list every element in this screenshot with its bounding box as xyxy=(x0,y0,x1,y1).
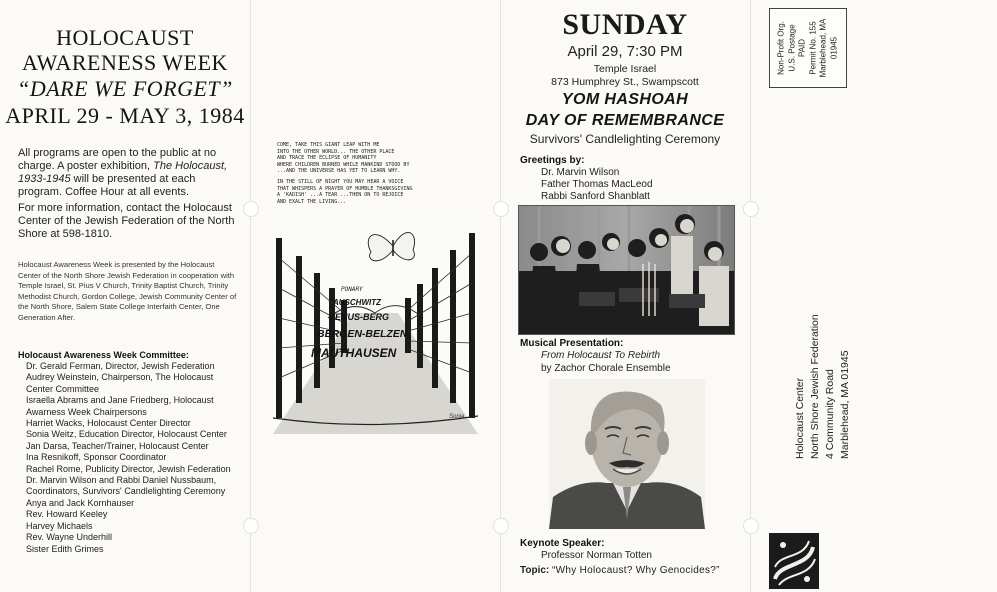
indicia-line: Non-Profit Org. xyxy=(776,21,786,75)
punch-hole xyxy=(743,518,759,534)
indicia-line: 01945 xyxy=(829,36,838,60)
committee-list xyxy=(26,361,241,555)
postage-indicia xyxy=(769,8,847,88)
event-subtitle: DAY OF REMEMBRANCE xyxy=(525,112,725,129)
poem-line: A 'KADISH' ...A TEAR ...THEN ON TO REJOICE xyxy=(277,192,404,199)
topic-label: Topic: xyxy=(520,565,550,576)
camp-name: BERGEN-BELZEN xyxy=(317,328,408,340)
committee-member: Harvey Michaels xyxy=(26,520,93,531)
committee-member: Harriet Wacks, Holocaust Center Director xyxy=(26,418,191,429)
greeter: Father Thomas MacLeod xyxy=(541,179,653,190)
poem xyxy=(277,142,487,205)
return-address-line: Marblehead, MA 01945 xyxy=(839,350,851,459)
committee-member: Israella Abrams and Jane Friedberg, Holocaust Awarness Week Chairpersons xyxy=(26,395,214,417)
musical-performer: by Zachor Chorale Ensemble xyxy=(541,363,671,374)
camp-name: PONARY xyxy=(341,286,363,293)
artist-signature: Sonia xyxy=(449,414,465,420)
poem-line: IN THE STILL OF NIGHT YOU MAY HEAR A VOICE xyxy=(277,178,404,185)
event-datetime: April 29, 7:30 PM xyxy=(567,43,683,60)
committee-member: Dr. Gerald Ferman, Director, Jewish Federation xyxy=(26,361,215,371)
title-line-1: HOLOCAUST xyxy=(56,25,194,50)
punch-hole xyxy=(743,201,759,217)
intro-text-end: will be presented at each program. Coffee Hour at all events. xyxy=(18,173,196,198)
musical-title: From Holocaust To Rebirth xyxy=(541,350,661,361)
committee-member: Anya and Jack Kornhauser xyxy=(26,497,135,508)
committee-member: Dr. Marvin Wilson and Rabbi Daniel Nussbaum, Coordinators, Survivors' Candlelighting Ceremony xyxy=(26,475,226,497)
left-panel xyxy=(0,0,250,592)
topic-line xyxy=(520,565,720,576)
federation-logo-mark xyxy=(769,533,819,589)
fold-line xyxy=(250,0,251,592)
committee-member: Sister Edith Grimes xyxy=(26,543,104,554)
committee-member: Rachel Rome, Publicity Director, Jewish Federation xyxy=(26,463,231,474)
indicia-line: U.S. Postage xyxy=(787,24,796,72)
venue-name: Temple Israel xyxy=(593,63,657,75)
poem-line: ...AND THE UNIVERSE HAS YET TO LEARN WHY. xyxy=(277,168,401,175)
choir-photo xyxy=(518,205,735,335)
speaker-photo xyxy=(549,379,705,529)
sponsors-paragraph: Holocaust Awareness Week is presented by the Holocaust Center of the North Shore Jewish Federation in cooperation with Temple Israel, St. Pius V Church, Trinity Baptist Church, Trinity Methodist Church, Gordon College, Jewish Community Center of the North Shore, Salem State College Interfaith Center, One Generation After. xyxy=(18,260,237,322)
committee-member: Jan Darsa, Teacher/Trainer, Holocaust Center xyxy=(26,440,209,451)
speaker-photo-image xyxy=(549,379,705,529)
return-address-line: North Shore Jewish Federation xyxy=(809,314,821,459)
committee-member: Rev. Wayne Underhill xyxy=(26,532,113,543)
contact-paragraph: For more information, contact the Holocaust Center of the Jewish Federation of the North Shore at 598-1810. xyxy=(18,202,235,240)
punch-hole xyxy=(493,518,509,534)
greeter: Rabbi Sanford Shanblatt xyxy=(541,191,650,202)
camp-drawing xyxy=(273,218,478,434)
poem-line: AND EXALT THE LIVING... xyxy=(277,198,347,205)
indicia-line: Marblehead, MA xyxy=(818,18,828,78)
camp-name: VENUS-BERG xyxy=(329,312,390,322)
camp-name: MAUTHAUSEN xyxy=(311,346,397,360)
keynote-label: Keynote Speaker: xyxy=(520,538,605,549)
choir-photo-image xyxy=(519,206,734,334)
barbed-wire-illustration xyxy=(273,218,478,434)
keynote-speaker: Professor Norman Totten xyxy=(541,550,652,561)
subtitle: “DARE WE FORGET” xyxy=(17,76,233,101)
day-heading: SUNDAY xyxy=(562,8,688,41)
poem-line: COME, TAKE THIS GIANT LEAP WITH ME xyxy=(277,142,380,148)
fold-line xyxy=(750,0,751,592)
poem-line: INTO THE OTHER WORLD... THE OTHER PLACE xyxy=(277,148,395,155)
intro-text: All programs are open to the public at no charge. A poster exhibition, xyxy=(18,147,217,172)
fold-line xyxy=(500,0,501,592)
committee-member: Audrey Weinstein, Chairperson, The Holocaust Center Committee xyxy=(26,372,214,394)
return-address xyxy=(793,314,853,459)
poem-line: THAT WHISPERS A PRAYER OF HUMBLE THANKSGIVING xyxy=(277,185,413,192)
exhibition-title: The Holocaust, 1933-1945 xyxy=(18,160,228,185)
federation-logo xyxy=(769,533,819,589)
committee-member: Rev. Howard Keeley xyxy=(26,509,108,520)
return-address-line: 4 Community Road xyxy=(824,369,836,459)
return-address-line: Holocaust Center xyxy=(794,377,806,459)
venue-address: 873 Humphrey St., Swampscott xyxy=(551,76,699,88)
committee-title: Holocaust Awareness Week Committee: xyxy=(18,350,189,360)
camp-name: AUSCHWITZ xyxy=(333,298,381,307)
title-line-2: AWARENESS WEEK xyxy=(22,50,228,75)
indicia-line: Permit No. 155 xyxy=(808,21,817,75)
greeter: Dr. Marvin Wilson xyxy=(541,167,620,178)
greetings-label: Greetings by: xyxy=(520,155,585,166)
event-dates: APRIL 29 - MAY 3, 1984 xyxy=(5,103,245,128)
indicia-text xyxy=(777,19,840,78)
committee-member: Ina Resnikoff, Sponsor Coordinator xyxy=(26,452,167,463)
poem-line: AND TRACE THE ECLIPSE OF HUMANITY xyxy=(277,155,377,162)
topic-text: “Why Holocaust? Why Genocides?” xyxy=(552,565,720,576)
intro-paragraph xyxy=(18,147,238,199)
poem-line: WHERE CHILDREN BURNED WHILE MANKIND STOOD BY xyxy=(277,161,410,168)
ceremony-name: Survivors' Candlelighting Ceremony xyxy=(529,132,721,146)
punch-hole xyxy=(493,201,509,217)
musical-label: Musical Presentation: xyxy=(520,338,624,349)
committee-member: Sonia Weitz, Education Director, Holocaust Center xyxy=(26,429,227,440)
indicia-line: PAID xyxy=(797,38,807,58)
event-title: YOM HASHOAH xyxy=(561,91,689,108)
